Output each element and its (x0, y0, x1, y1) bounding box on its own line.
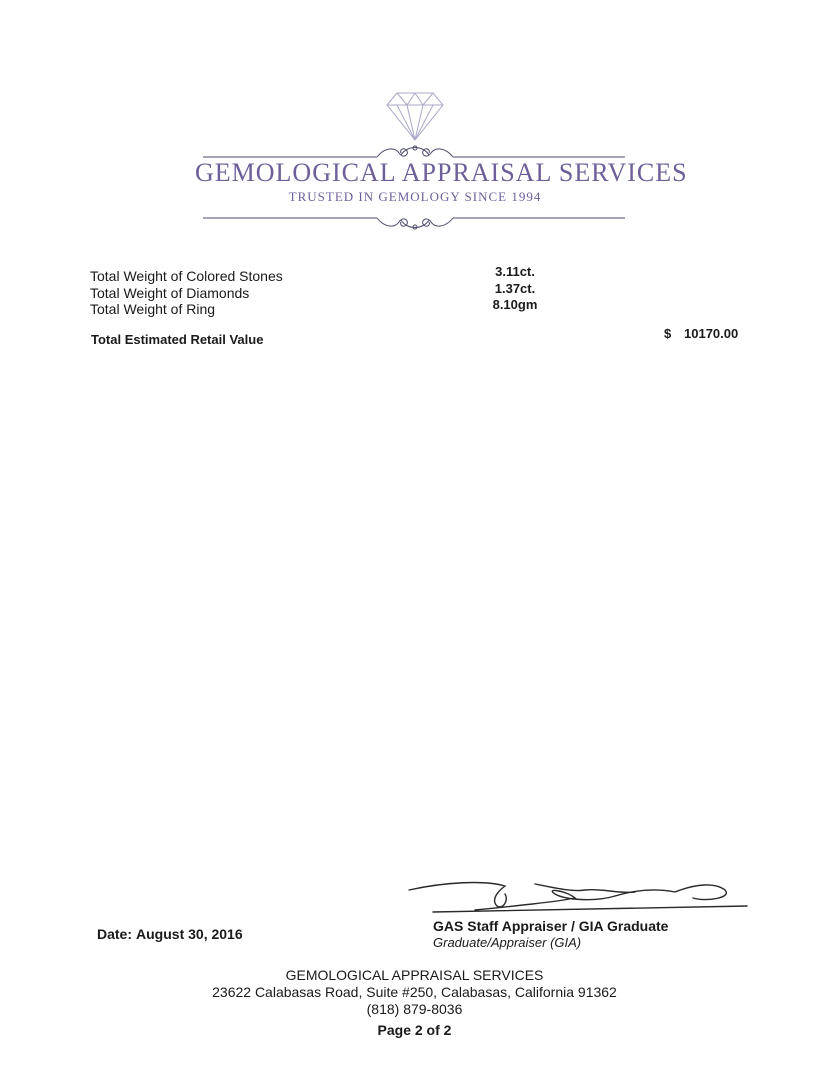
appraiser-title: GAS Staff Appraiser / GIA Graduate (433, 918, 669, 934)
footer-phone: (818) 879-8036 (366, 1001, 463, 1017)
total-value-amount: 10170.00 (684, 326, 739, 341)
date-value: August 30, 2016 (136, 926, 243, 942)
appraiser-subtitle: Graduate/Appraiser (GIA) (433, 935, 582, 950)
footer-address: 23622 Calabasas Road, Suite #250, Calabasas, California 91362 (212, 984, 617, 1000)
appraiser-signature (405, 870, 755, 920)
diamond-icon (387, 93, 443, 140)
diamonds-value: 1.37ct. (494, 281, 536, 296)
diamonds-label: Total Weight of Diamonds (90, 285, 250, 301)
ring-weight-value: 8.10gm (492, 297, 538, 312)
bottom-flourish (203, 218, 625, 229)
top-flourish (203, 146, 625, 157)
total-currency-symbol: $ (664, 326, 672, 341)
footer-company: GEMOLOGICAL APPRAISAL SERVICES (285, 967, 544, 983)
total-value-label: Total Estimated Retail Value (91, 332, 264, 347)
date-label: Date: (97, 926, 133, 942)
page-number: Page 2 of 2 (377, 1022, 452, 1038)
company-name: GEMOLOGICAL APPRAISAL SERVICES (195, 158, 688, 187)
company-tagline: TRUSTED IN GEMOLOGY SINCE 1994 (288, 189, 542, 204)
colored-stones-label: Total Weight of Colored Stones (90, 268, 283, 284)
ring-weight-label: Total Weight of Ring (90, 301, 216, 317)
appraisal-date (97, 926, 243, 942)
colored-stones-value: 3.11ct. (495, 264, 535, 279)
